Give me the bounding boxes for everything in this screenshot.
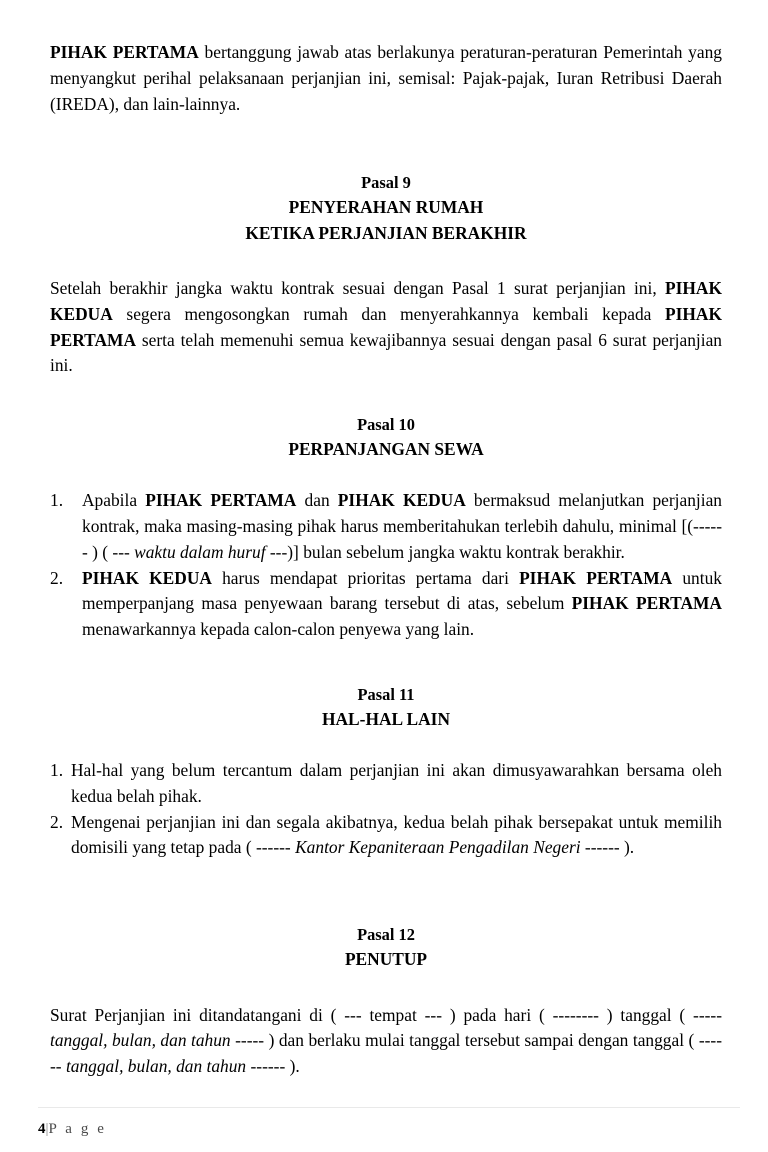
spacer [50,732,722,758]
pasal-12-heading [50,923,722,972]
pasal-12-paragraph [50,1003,722,1080]
footer-divider [38,1107,740,1108]
list-item-body [82,488,722,565]
list-marker: 1. [50,760,64,781]
p12-placeholder-tanggal-1: tanggal, bulan, dan tahun [50,1030,231,1051]
pasal-11-list [50,758,722,861]
p12-text-2: ----- ) dan berlaku mulai tanggal tersebut sampai dengan tanggal ( ------ [50,1030,722,1077]
pasal-10-heading [50,413,722,462]
p10-i1-text-2: dan [296,490,338,511]
p10-i1-text-4: ---)] bulan sebelum jangka waktu kontrak berakhir. [265,541,625,562]
p12-text-3: ------ ). [246,1056,300,1077]
p10-i2-text-2: harus mendapat prioritas pertama dari [211,567,520,588]
pasal-10-number: Pasal 10 [357,415,415,435]
list-marker: 2. [50,567,64,588]
footer-page-word: P a g e [48,1121,107,1137]
list-item-body [82,566,722,643]
spacer [50,643,722,683]
p10-i2-bold-3: PIHAK PERTAMA [571,593,722,614]
spacer [50,117,722,171]
spacer [50,861,722,923]
p11-i2-text-1: Mengenai perjanjian ini dan segala akibatnya, kedua belah pihak bersepakat untuk memilih domisili yang tetap pada ( ------ [71,811,722,858]
p11-i2-text-2: ------ ). [580,837,635,858]
p10-i2-text-4: menawarkannya kepada calon-calon penyewa yang lain. [82,619,475,640]
p10-i2-bold-1: PIHAK KEDUA [82,567,212,588]
p10-i1-text-3: bermaksud melanjutkan perjanjian kontrak, maka masing-masing pihak harus memberitahukan terlebih dahulu, minimal [(------ ) ( --- [82,490,723,562]
p10-i2-text-3: untuk memperpanjang masa penyewaan barang tersebut di atas, sebelum [82,567,722,614]
list-item-body [71,810,722,862]
intro-lead-bold: PIHAK PERTAMA [50,42,199,62]
pasal-10-list [50,488,722,643]
page-footer [38,1107,740,1138]
spacer [50,973,722,1003]
list-item [50,566,722,643]
pasal-9-title-line-1: PENYERAHAN RUMAH [288,197,484,218]
pasal-12-title-line-1: PENUTUP [344,949,428,970]
p10-i1-text-1: Apabila [82,490,146,511]
pasal-9-text-3: serta telah memenuhi semua kewajibannya sesuai dengan pasal 6 surat perjanjian ini. [50,329,722,376]
spacer [50,379,722,413]
footer-page-number: 4 [38,1121,46,1137]
p10-i1-placeholder-waktu: waktu dalam huruf [134,541,266,562]
p10-i2-bold-2: PIHAK PERTAMA [519,567,673,588]
intro-rest: bertanggung jawab atas berlakunya peraturan-peraturan Pemerintah yang menyangkut perihal pelaksanaan perjanjian ini, semisal: Pajak-pajak, Iuran Retribusi Daerah (IREDA), dan lain-lainnya. [50,42,722,114]
pasal-11-title-line-1: HAL-HAL LAIN [321,708,451,729]
list-item [50,488,722,565]
pasal-9-bold-2: PIHAK PERTAMA [50,303,722,350]
pasal-12-number: Pasal 12 [357,925,415,945]
intro-paragraph [50,40,722,117]
p10-i1-bold-2: PIHAK KEDUA [337,490,466,511]
list-item [50,810,722,862]
pasal-9-text-2: segera mengosongkan rumah dan menyerahkannya kembali kepada [112,303,665,324]
spacer [50,462,722,488]
list-item [50,758,722,810]
page-content [50,40,722,1080]
pasal-9-paragraph [50,276,722,379]
list-marker: 2. [50,811,64,832]
pasal-9-bold-1: PIHAK KEDUA [50,278,722,324]
p12-text-1: Surat Perjanjian ini ditandatangani di ( --- tempat --- ) pada hari ( -------- ) tanggal ( ----- [50,1004,722,1025]
footer-page-indicator [38,1121,740,1138]
p10-i1-bold-1: PIHAK PERTAMA [145,490,297,511]
pasal-9-heading [50,171,722,246]
pasal-10-title-line-1: PERPANJANGAN SEWA [288,438,484,459]
p12-placeholder-tanggal-2: tanggal, bulan, dan tahun [65,1056,247,1077]
footer-separator: | [45,1121,49,1137]
list-marker: 1. [50,490,64,511]
spacer [50,246,722,276]
pasal-9-title-line-2: KETIKA PERJANJIAN BERAKHIR [245,222,527,243]
p11-i2-placeholder-pengadilan: Kantor Kepaniteraan Pengadilan Negeri [295,837,581,858]
pasal-9-text-1: Setelah berakhir jangka waktu kontrak sesuai dengan Pasal 1 surat perjanjian ini, [50,278,665,299]
list-item-body: Hal-hal yang belum tercantum dalam perjanjian ini akan dimusyawarahkan bersama oleh kedua belah pihak. [71,760,722,806]
pasal-11-heading [50,683,722,732]
pasal-9-number: Pasal 9 [361,173,411,193]
pasal-11-number: Pasal 11 [357,684,415,704]
